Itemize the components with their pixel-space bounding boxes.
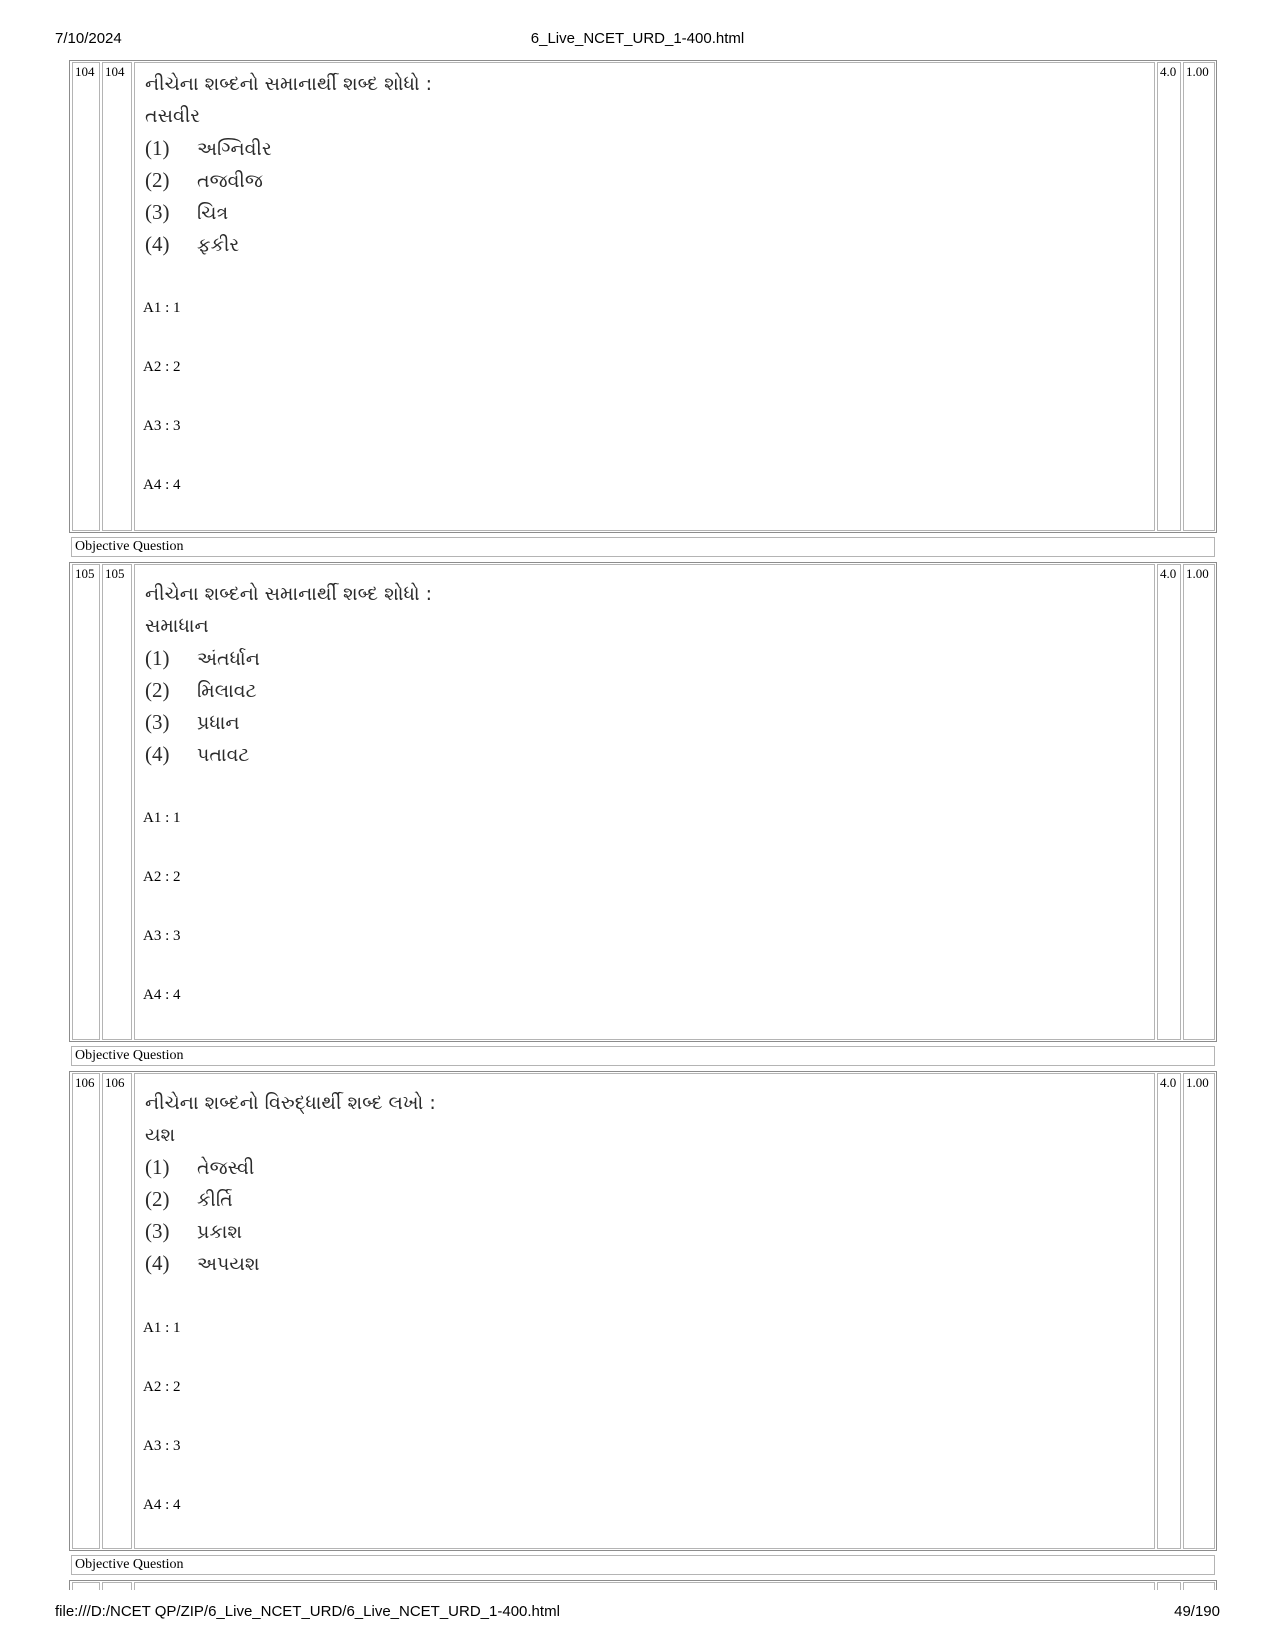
option (145, 738, 432, 770)
option-number: (2) (145, 1187, 170, 1211)
question-text (145, 68, 432, 260)
answer-key: A4 : 4 (143, 477, 181, 493)
option-number: (3) (145, 200, 170, 224)
question-id: 105 (102, 564, 132, 1040)
option-number: (3) (145, 710, 170, 734)
question-instruction: નીચેના શબ્દનો સમાનાર્થી શબ્દ શોધો : (145, 73, 433, 95)
option-text: તજવીજ (197, 170, 263, 192)
option-number: (4) (145, 232, 170, 256)
option-number: (2) (145, 678, 170, 702)
question-type-label: Objective Question (71, 1555, 1215, 1575)
option (145, 1247, 436, 1279)
option-number: (1) (145, 646, 170, 670)
question-id: 104 (102, 62, 132, 531)
serial-number: 105 (72, 564, 100, 1040)
page-number: 49/190 (1174, 1603, 1220, 1620)
negative-marks-value: 1.00 (1183, 62, 1215, 531)
cell-stub (102, 1582, 132, 1590)
option-number: (4) (145, 742, 170, 766)
option-text: ચિત્ર (197, 202, 229, 224)
question-instruction: નીચેના શબ્દનો વિરુદ્ધાર્થી શબ્દ લખો : (145, 1092, 436, 1114)
option-text: પ્રકાશ (197, 1221, 243, 1243)
option-text: કીર્તિ (197, 1189, 233, 1211)
question-text (145, 1087, 436, 1279)
option (145, 1183, 436, 1215)
marks-value: 4.0 (1157, 1073, 1181, 1549)
answer-key: A2 : 2 (143, 1379, 181, 1395)
question-type-label: Objective Question (71, 537, 1215, 557)
print-date: 7/10/2024 (55, 30, 122, 47)
option-number: (3) (145, 1219, 170, 1243)
question-word: સમાધાન (145, 615, 209, 637)
question-id: 106 (102, 1073, 132, 1549)
option (145, 196, 432, 228)
option-text: પતાવટ (197, 744, 250, 766)
serial-number: 106 (72, 1073, 100, 1549)
question-text (145, 578, 432, 770)
option (145, 164, 432, 196)
option-number: (1) (145, 1155, 170, 1179)
option-text: ફકીર (197, 234, 240, 256)
option-number: (4) (145, 1251, 170, 1275)
marks-value: 4.0 (1157, 564, 1181, 1040)
file-path: file:///D:/NCET QP/ZIP/6_Live_NCET_URD/6_Live_NCET_URD_1-400.html (55, 1603, 560, 1620)
option-text: મિલાવટ (197, 680, 257, 702)
option (145, 642, 432, 674)
question-type-label: Objective Question (71, 1046, 1215, 1066)
negative-marks-value: 1.00 (1183, 1073, 1215, 1549)
print-title: 6_Live_NCET_URD_1-400.html (530, 30, 745, 47)
answer-key: A4 : 4 (143, 1497, 181, 1513)
option (145, 674, 432, 706)
answer-key: A1 : 1 (143, 810, 181, 826)
cell-stub (1157, 1582, 1181, 1590)
answer-key: A2 : 2 (143, 359, 181, 375)
option-number: (1) (145, 136, 170, 160)
option (145, 1151, 436, 1183)
marks-value: 4.0 (1157, 62, 1181, 531)
option (145, 228, 432, 260)
answer-key: A3 : 3 (143, 418, 181, 434)
negative-marks-value: 1.00 (1183, 564, 1215, 1040)
answer-key: A3 : 3 (143, 928, 181, 944)
serial-number: 104 (72, 62, 100, 531)
answer-key: A1 : 1 (143, 1320, 181, 1336)
option-text: પ્રધાન (197, 712, 240, 734)
answer-key: A2 : 2 (143, 869, 181, 885)
question-word: યશ (145, 1124, 176, 1146)
option-text: તેજસ્વી (197, 1157, 255, 1179)
option-text: અંતર્ધાન (197, 648, 260, 670)
question-instruction: નીચેના શબ્દનો સમાનાર્થી શબ્દ શોધો : (145, 583, 433, 605)
cell-stub (1183, 1582, 1215, 1590)
option (145, 706, 432, 738)
cell-stub (72, 1582, 100, 1590)
question-word: તસવીર (145, 105, 201, 127)
cell-stub (134, 1582, 1155, 1590)
answer-key: A3 : 3 (143, 1438, 181, 1454)
option (145, 1215, 436, 1247)
answer-key: A4 : 4 (143, 987, 181, 1003)
option-text: અપયશ (197, 1253, 260, 1275)
option-number: (2) (145, 168, 170, 192)
option (145, 132, 432, 164)
answer-key: A1 : 1 (143, 300, 181, 316)
option-text: અગ્નિવીર (197, 138, 272, 160)
